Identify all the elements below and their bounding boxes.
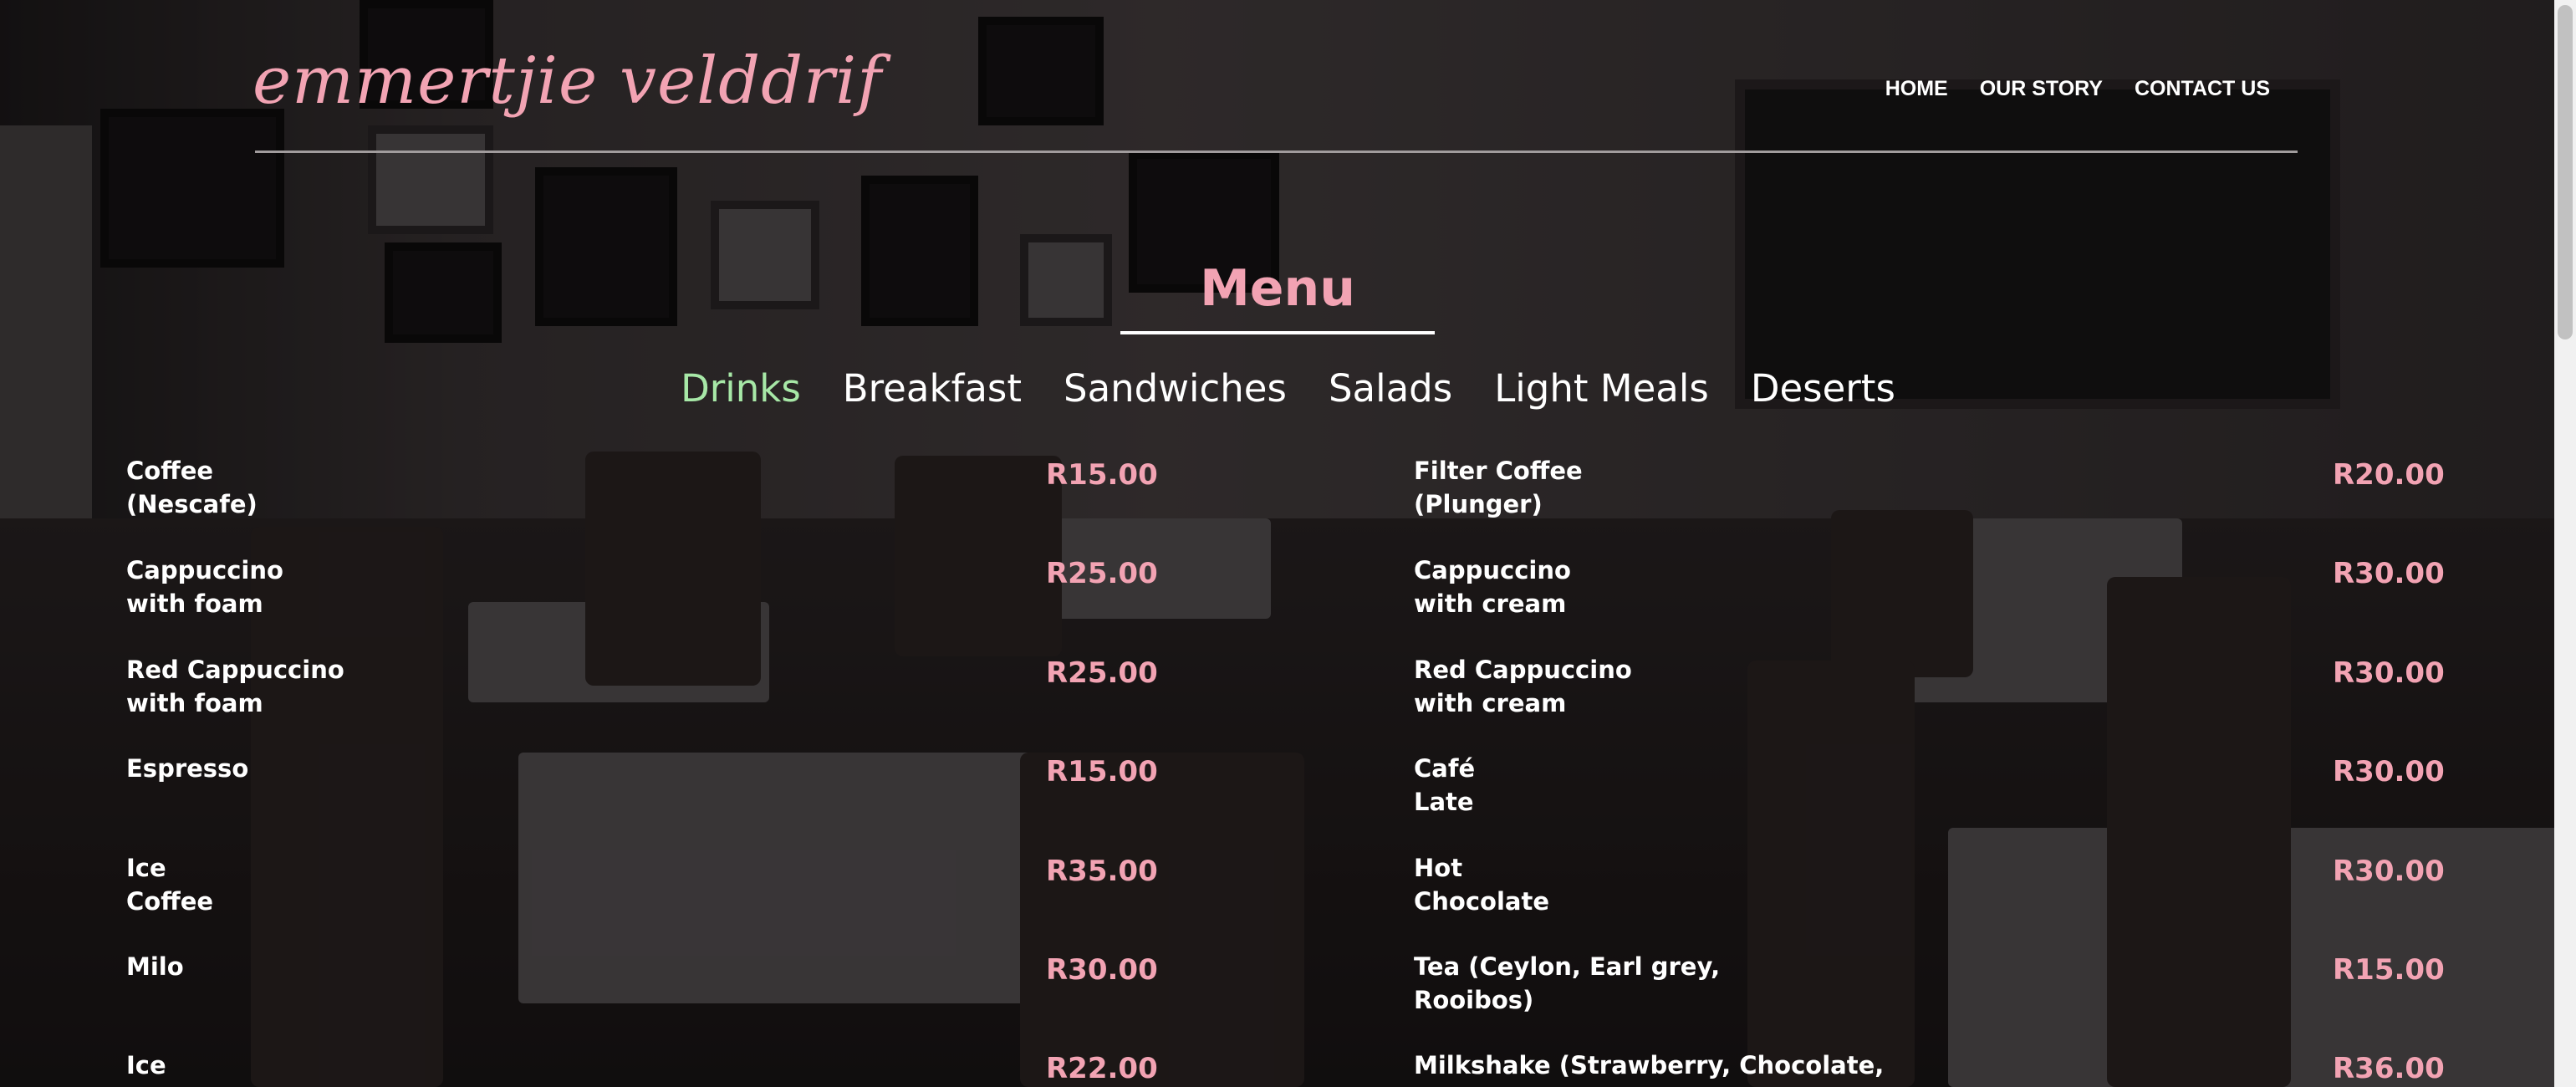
tab-deserts[interactable]: Deserts [1750, 366, 1895, 411]
menu-item-price: R15.00 [1046, 458, 1158, 492]
tab-light-meals[interactable]: Light Meals [1494, 366, 1709, 411]
menu-item-name: Tea (Ceylon, Earl grey, Rooibos) [1414, 952, 1721, 1014]
menu-item-price: R20.00 [2333, 458, 2445, 492]
menu-item-price: R15.00 [1046, 755, 1158, 788]
menu-item-name: Milo [126, 952, 184, 981]
menu-item-price: R30.00 [2333, 855, 2445, 888]
menu-item-price: R25.00 [1046, 656, 1158, 690]
brand-logo[interactable]: emmertjie velddrif [252, 43, 883, 119]
menu-item-name: Hot Chocolate [1414, 854, 1550, 916]
menu-item-name: Coffee (Nescafe) [126, 457, 258, 518]
menu-item-name: Ice [126, 1051, 166, 1079]
menu-item-price: R25.00 [1046, 557, 1158, 590]
menu-item-name: Espresso [126, 754, 249, 783]
menu-item-price: R30.00 [2333, 656, 2445, 690]
nav-home-link[interactable]: HOME [1885, 77, 1948, 100]
menu-item-name: Ice Coffee [126, 854, 214, 916]
menu-item-price: R22.00 [1046, 1052, 1158, 1085]
menu-item-name: Milkshake (Strawberry, Chocolate, [1414, 1051, 1885, 1079]
menu-item-price: R30.00 [2333, 557, 2445, 590]
menu-item-name: Cappuccino with cream [1414, 556, 1571, 618]
tab-sandwiches[interactable]: Sandwiches [1064, 366, 1287, 411]
menu-item-name: Red Cappuccino with cream [1414, 656, 1632, 717]
menu-item-name: Café Late [1414, 754, 1476, 816]
menu-item-name: Red Cappuccino with foam [126, 656, 344, 717]
menu-item-name: Cappuccino with foam [126, 556, 283, 618]
menu-item-price: R36.00 [2333, 1052, 2445, 1085]
nav-contact-us-link[interactable]: CONTACT US [2134, 77, 2270, 100]
menu-title: Menu [1200, 259, 1355, 318]
tab-breakfast[interactable]: Breakfast [842, 366, 1023, 411]
menu-item-name: Filter Coffee (Plunger) [1414, 457, 1583, 518]
tab-drinks[interactable]: Drinks [681, 366, 801, 411]
nav-our-story-link[interactable]: OUR STORY [1979, 77, 2103, 100]
menu-item-price: R35.00 [1046, 855, 1158, 888]
tab-salads[interactable]: Salads [1328, 366, 1453, 411]
menu-item-price: R30.00 [2333, 755, 2445, 788]
menu-item-price: R15.00 [2333, 953, 2445, 987]
menu-item-price: R30.00 [1046, 953, 1158, 987]
